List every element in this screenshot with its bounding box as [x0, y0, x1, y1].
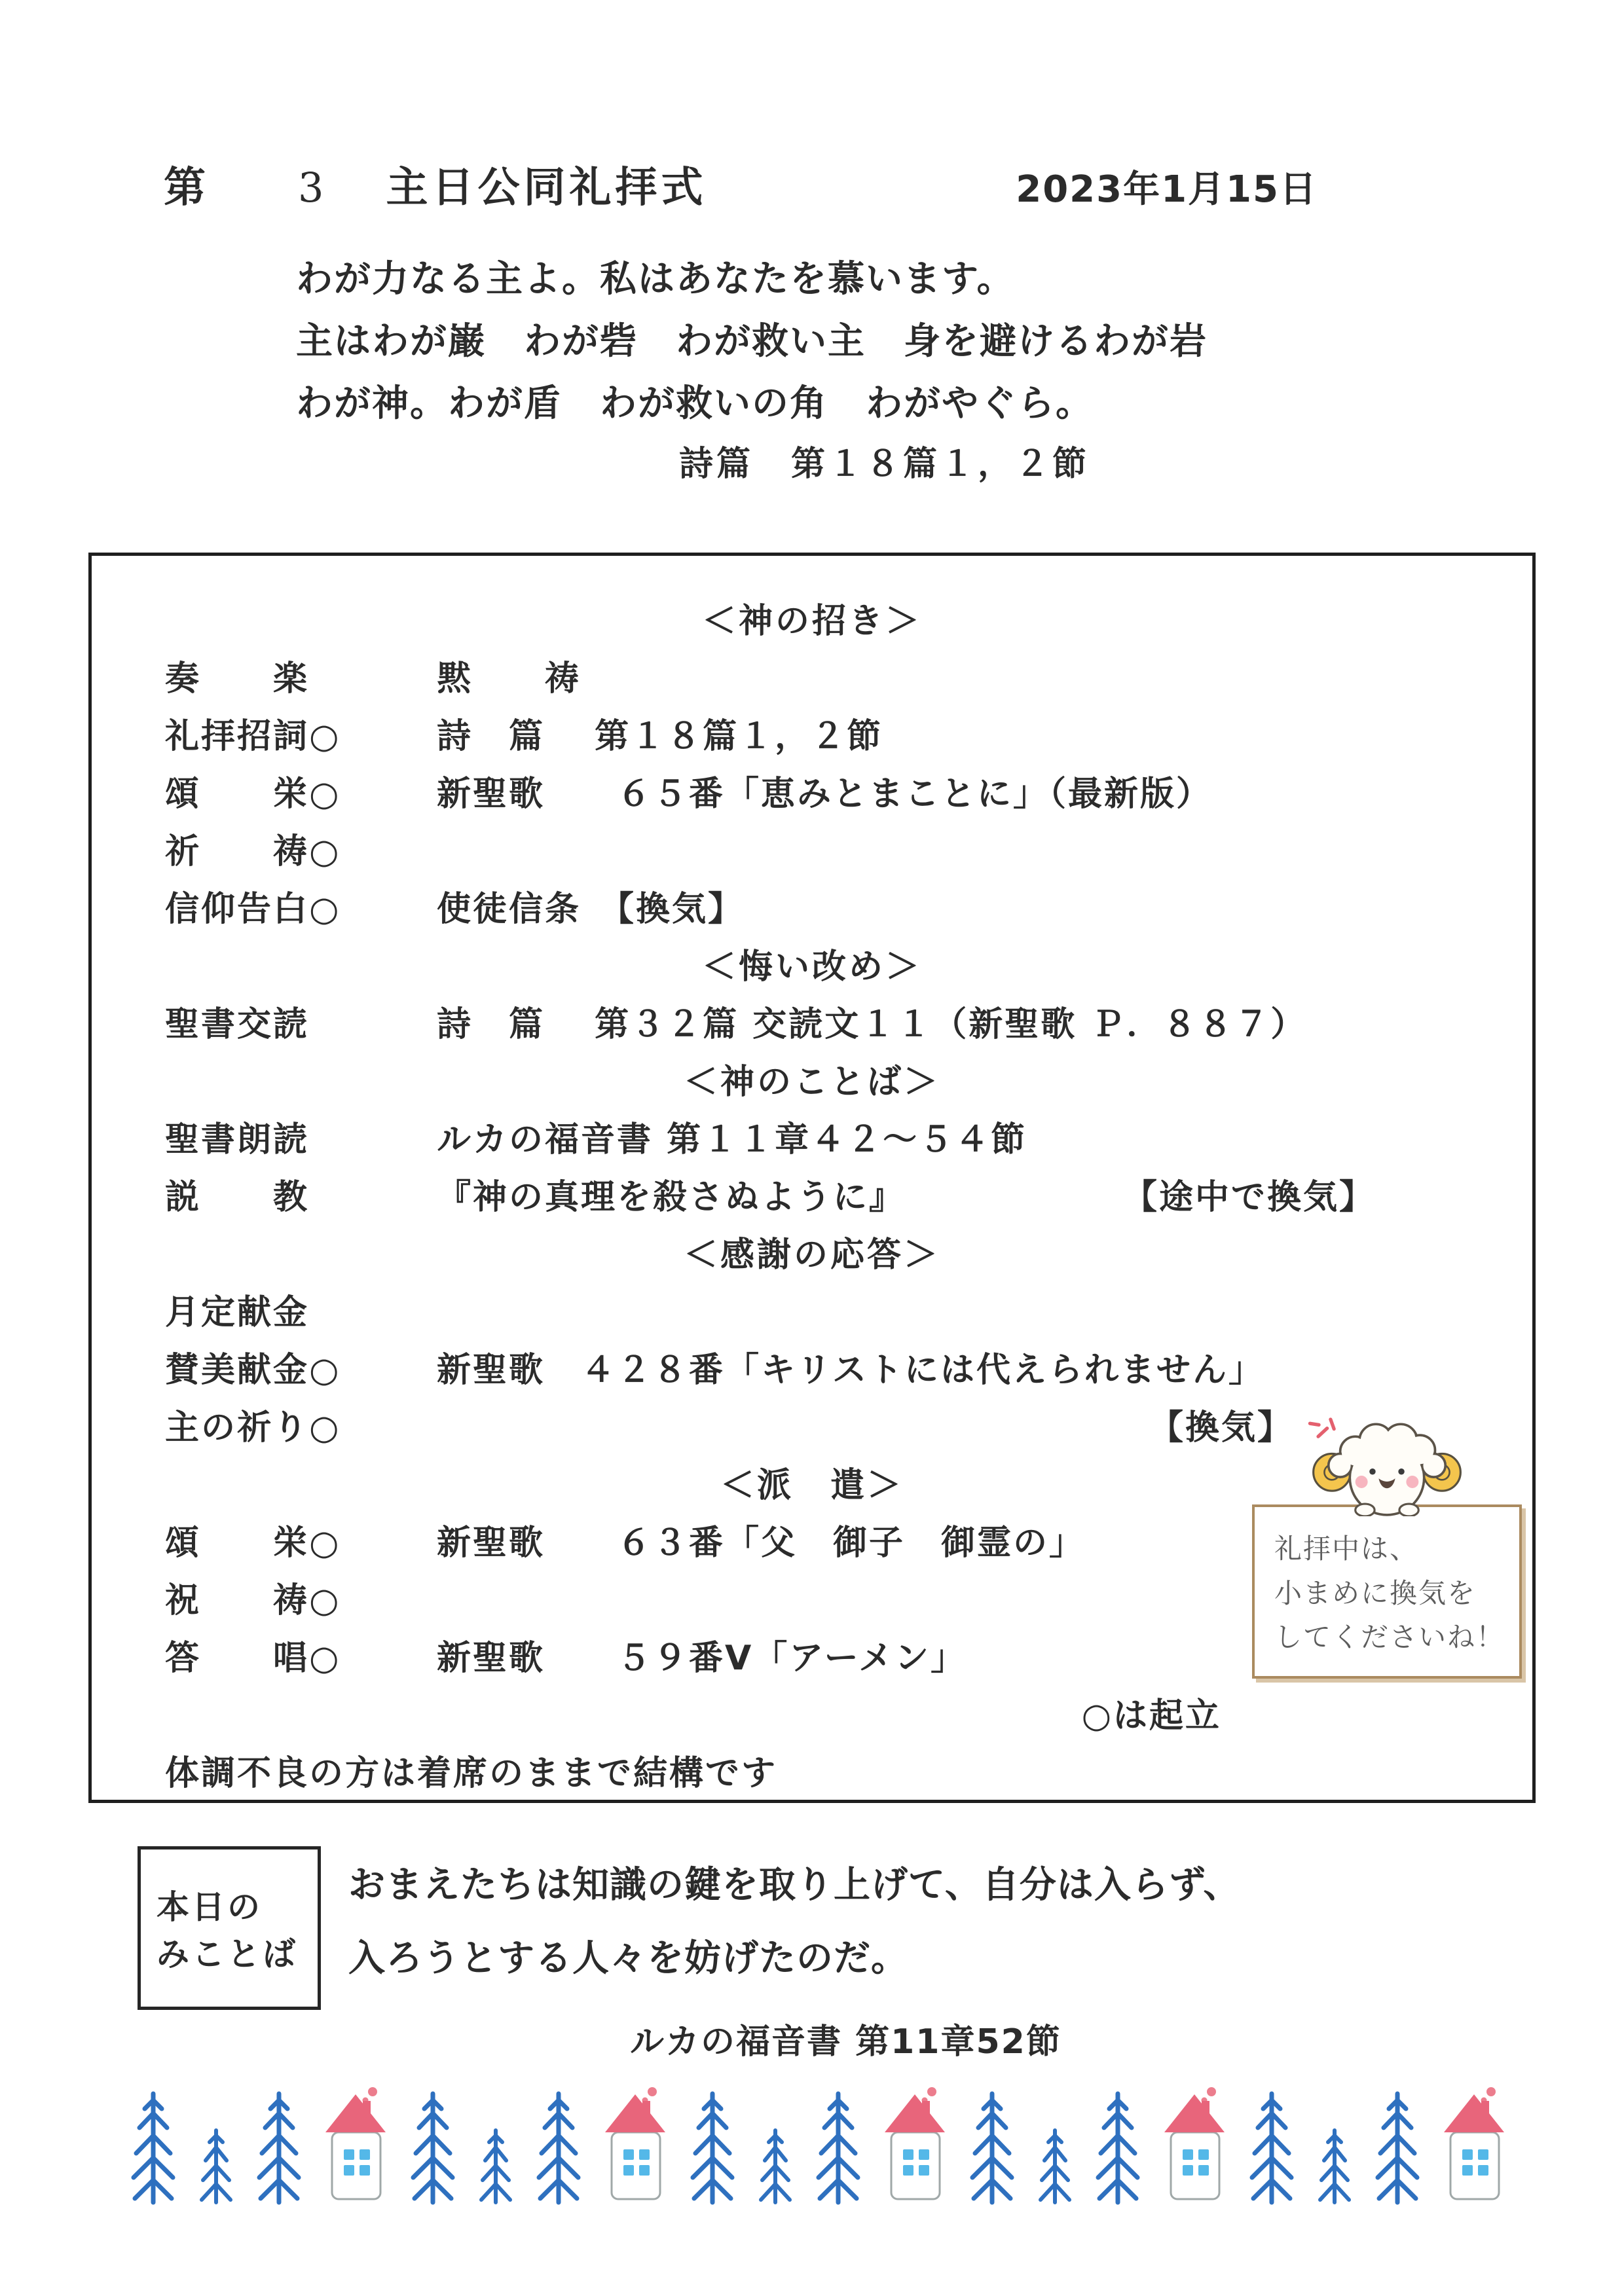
ventilation-sign-line: 小まめに換気を [1274, 1576, 1477, 1609]
sheep-icon [1304, 1406, 1469, 1516]
todays-word-section [138, 1846, 1624, 2010]
program-section-heading [92, 1049, 1532, 1107]
tall-tree-icon [534, 2087, 583, 2205]
tall-tree-icon [128, 2087, 178, 2205]
opening-scripture-lines [296, 248, 1624, 435]
program-item-label: 聖書交読 [165, 1004, 310, 1044]
opening-scripture [296, 248, 1624, 494]
program-item-label: 説 教 [165, 1177, 310, 1217]
program-item-content: 詩 篇 第１８篇１，２節 [437, 716, 883, 756]
sheep-mascot [1252, 1406, 1522, 1679]
tall-tree-icon [408, 2087, 458, 2205]
program-row [92, 704, 1532, 761]
program-item-label: 賛美献金○ [165, 1350, 341, 1390]
program-row [92, 646, 1532, 704]
house-icon [601, 2084, 670, 2205]
program-item-content: 『神の真理を殺さぬように』 [437, 1177, 906, 1217]
tall-tree-icon [1373, 2087, 1422, 2205]
program-item-content: 黙 祷 [437, 659, 581, 699]
house-icon [881, 2084, 950, 2205]
program-item-label: 祈 祷○ [165, 831, 341, 871]
tall-tree-icon [688, 2087, 737, 2205]
short-tree-icon [196, 2124, 236, 2205]
program-section-heading [92, 589, 1532, 646]
house-icon [322, 2084, 390, 2205]
header [164, 154, 1624, 214]
todays-word-reference: ルカの福音書 第11章52節 [630, 2022, 1061, 2062]
todays-word-label-line: 本日の [157, 1888, 263, 1926]
program-note [92, 1741, 1532, 1798]
program-row [92, 1107, 1532, 1165]
ventilation-sign-line: してくださいね！ [1274, 1620, 1505, 1653]
todays-word-label-box [138, 1846, 321, 2010]
sparkle-icon [1310, 1419, 1334, 1436]
program-item-content: 新聖歌 ５９番V「アーメン」 [437, 1638, 967, 1678]
ventilation-sign [1252, 1504, 1522, 1679]
program-item-label: 答 唱○ [165, 1638, 341, 1678]
program-item-label: 主の祈り○ [165, 1408, 341, 1448]
opening-scripture-line: 主はわが巌 わが砦 わが救い主 身を避けるわが岩 [296, 320, 1208, 363]
house-icon [1160, 2084, 1229, 2205]
program-item-label: 祝 祷○ [165, 1580, 341, 1620]
ventilation-sign-line: 礼拝中は、 [1274, 1533, 1419, 1565]
program-row [92, 1165, 1532, 1222]
house-icon [1440, 2084, 1509, 2205]
tall-tree-icon [1247, 2087, 1297, 2205]
program-item-content: 使徒信条 【換気】 [437, 889, 745, 929]
section-heading-text: ＜派 遣＞ [720, 1465, 904, 1505]
section-heading-text: ＜神の招き＞ [701, 601, 922, 641]
program-item-label: 礼拝招詞○ [165, 716, 341, 756]
short-tree-icon [1314, 2124, 1355, 2205]
program-row [92, 1338, 1532, 1395]
program-item-label: 奏 楽 [165, 659, 310, 699]
todays-word-text [348, 1846, 1240, 1995]
program-item-content: 詩 篇 第３２篇 交読文１１（新聖歌 Ｐ．８８７） [437, 1004, 1307, 1044]
service-number-handwritten: 3 [298, 164, 324, 211]
program-row [92, 761, 1532, 819]
opening-scripture-reference: 詩篇 第１８篇１，２節 [679, 445, 1090, 484]
todays-word-label-line: みことば [157, 1935, 298, 1973]
stand-note-text: ○は起立 [1081, 1696, 1221, 1736]
ventilation-note: 【換気】 [1149, 1408, 1293, 1448]
program-section-heading [92, 1222, 1532, 1280]
program-row [92, 992, 1532, 1049]
section-heading-text: ＜感謝の応答＞ [683, 1235, 940, 1275]
page-title: 主日公同礼拝式 [386, 164, 707, 212]
short-tree-icon [475, 2124, 516, 2205]
tall-tree-icon [967, 2087, 1017, 2205]
worship-program-box [88, 553, 1536, 1803]
tall-tree-icon [813, 2087, 863, 2205]
stand-note [92, 1683, 1532, 1741]
tree-house-border [128, 2079, 1624, 2205]
short-tree-icon [1035, 2124, 1075, 2205]
program-item-label: 頌 栄○ [165, 774, 341, 814]
program-row [92, 1280, 1532, 1338]
tall-tree-icon [1093, 2087, 1143, 2205]
opening-scripture-line: わが力なる主よ。私はあなたを慕います。 [296, 258, 1015, 301]
program-item-label: 信仰告白○ [165, 889, 341, 929]
service-date: 2023年1月15日 [1016, 168, 1318, 211]
opening-scripture-line: わが神。わが盾 わが救いの角 わがやぐら。 [296, 382, 1094, 425]
program-item-label: 月定献金 [165, 1292, 310, 1332]
short-tree-icon [755, 2124, 796, 2205]
section-heading-text: ＜神のことば＞ [683, 1062, 940, 1102]
program-item-label: 頌 栄○ [165, 1523, 341, 1563]
program-note-text: 体調不良の方は着席のままで結構です [165, 1753, 778, 1793]
program-section-heading [92, 934, 1532, 992]
program-row [92, 819, 1532, 877]
program-item-content: 新聖歌 ６５番「恵みとまことに」（最新版） [437, 774, 1213, 814]
tall-tree-icon [254, 2087, 304, 2205]
header-prefix: 第 [164, 164, 210, 212]
program-item-content: 新聖歌 ４２８番「キリストには代えられません」 [437, 1350, 1264, 1390]
program-item-content: 新聖歌 ６３番「父 御子 御霊の」 [437, 1523, 1086, 1563]
program-item-content: ルカの福音書 第１１章４２～５４節 [437, 1120, 1027, 1159]
section-heading-text: ＜悔い改め＞ [701, 947, 922, 987]
ventilation-sign-text [1274, 1527, 1504, 1659]
program-item-label: 聖書朗読 [165, 1120, 310, 1159]
ventilation-note: 【途中で換気】 [1122, 1177, 1375, 1217]
todays-word-text-line: おまえたちは知識の鍵を取り上げて、自分は入らず、 [348, 1864, 1241, 1906]
program-row [92, 877, 1532, 934]
todays-word-text-line: 入ろうとする人々を妨げたのだ。 [348, 1937, 908, 1980]
